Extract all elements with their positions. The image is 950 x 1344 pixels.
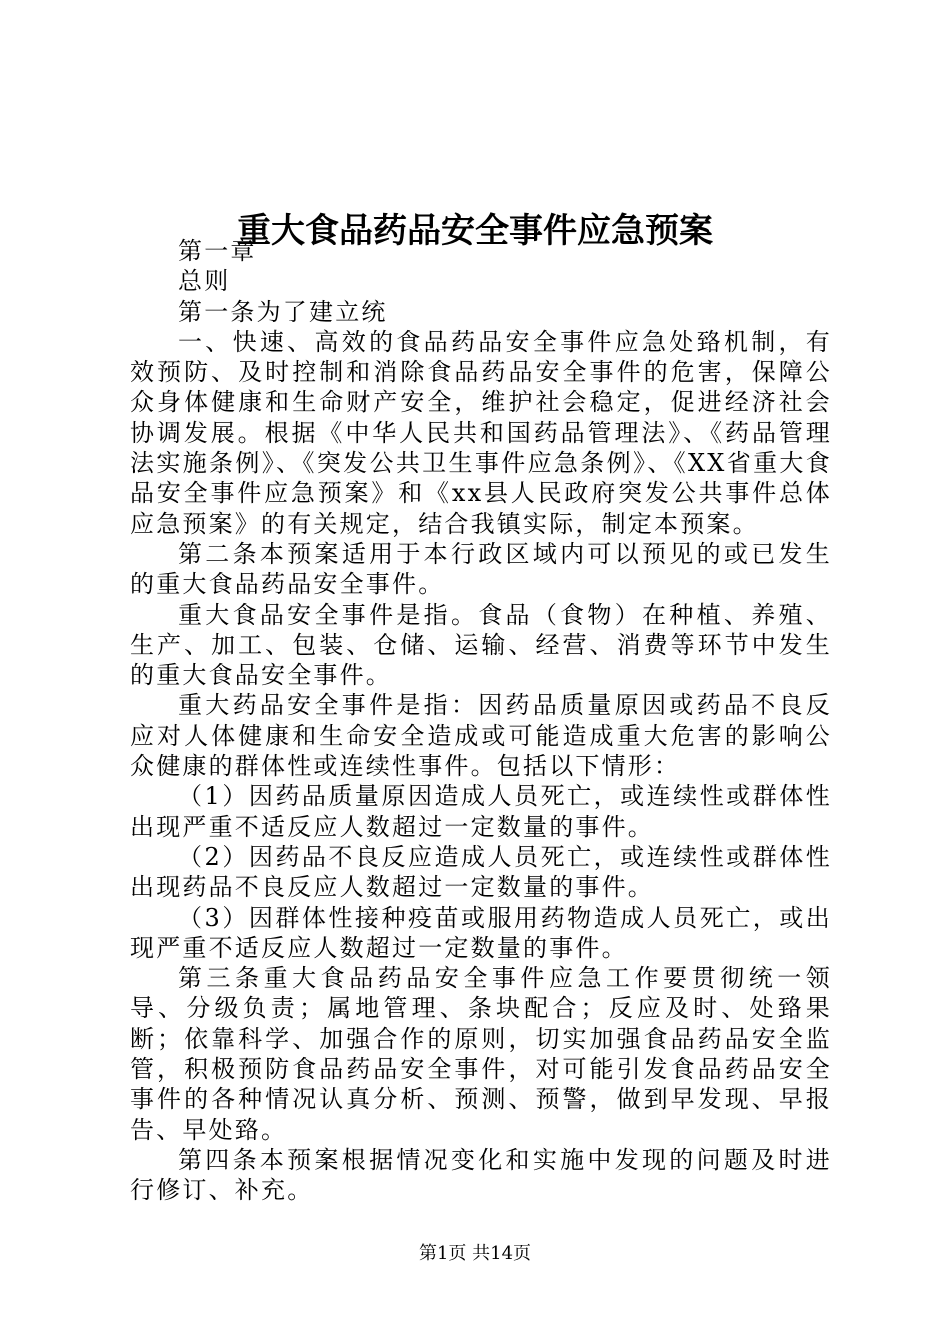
document-title: 重大食品药品安全事件应急预案	[237, 210, 713, 251]
paragraph: 第三条重大食品药品安全事件应急工作要贯彻统一领导、分级负责；属地管理、条块配合；反应及时、处臵果断；依靠科学、加强合作的原则，切实加强食品药品安全监管，积极预防食品药品安全事件，对可能引发食品药品安全事件的各种情况认真分析、预测、预警，做到早发现、早报告、早处臵。	[130, 964, 832, 1144]
chapter-subheading: 总则	[178, 267, 231, 296]
paragraph: 重大食品安全事件是指。食品（食物）在种植、养殖、生产、加工、包装、仓储、运输、经营、消费等环节中发生的重大食品安全事件。	[130, 600, 832, 690]
document-body	[130, 236, 832, 1206]
paragraph: 第二条本预案适用于本行政区域内可以预见的或已发生的重大食品药品安全事件。	[130, 539, 832, 599]
paragraph: 第四条本预案根据情况变化和实施中发现的问题及时进行修订、补充。	[130, 1145, 832, 1205]
paragraph: 一、快速、高效的食品药品安全事件应急处臵机制，有效预防、及时控制和消除食品药品安全事件的危害，保障公众身体健康和生命财产安全，维护社会稳定，促进经济社会协调发展。根据《中华人民共和国药品管理法》、《药品管理法实施条例》、《突发公共卫生事件应急条例》、《XX省重大食品安全事件应急预案》和《xx县人民政府突发公共事件总体应急预案》的有关规定，结合我镇实际，制定本预案。	[130, 327, 832, 538]
paragraph: 重大药品安全事件是指：因药品质量原因或药品不良反应对人体健康和生命安全造成或可能造成重大危害的影响公众健康的群体性或连续性事件。包括以下情形：	[130, 691, 832, 781]
list-item: （3）因群体性接种疫苗或服用药物造成人员死亡，或出现严重不适反应人数超过一定数量的事件。	[130, 903, 832, 962]
chapter-heading: 第一章	[178, 237, 257, 265]
list-item: （2）因药品不良反应造成人员死亡，或连续性或群体性出现药品不良反应人数超过一定数量的事件。	[130, 842, 832, 902]
paragraph: 第一条为了建立统	[178, 297, 388, 326]
list-item: （1）因药品质量原因造成人员死亡，或连续性或群体性出现严重不适反应人数超过一定数量的事件。	[130, 782, 832, 841]
page-footer: 第1页 共14页	[418, 1243, 532, 1264]
